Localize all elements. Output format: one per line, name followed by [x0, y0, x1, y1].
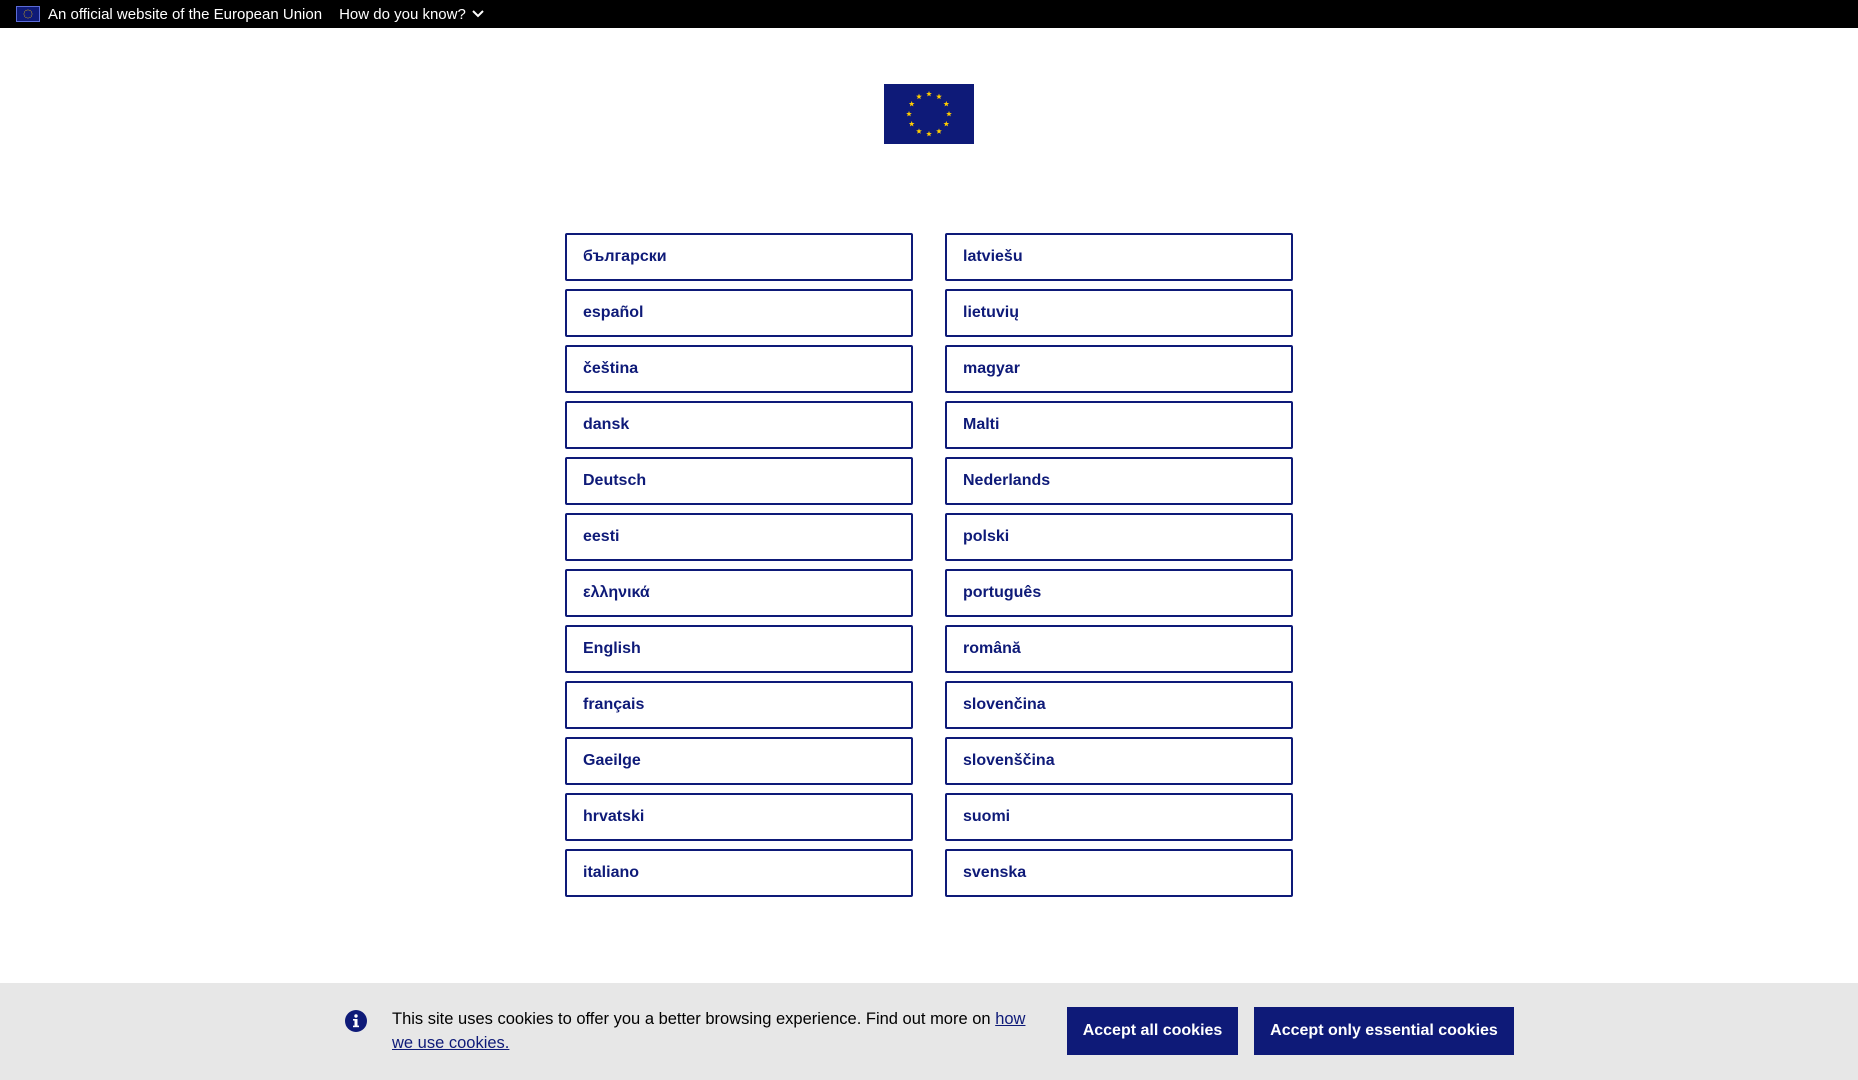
eu-star-icon — [936, 94, 942, 99]
info-icon — [344, 1009, 368, 1033]
language-button[interactable]: română — [945, 625, 1293, 673]
eu-star-icon — [23, 13, 25, 14]
eu-star-icon — [24, 15, 26, 16]
eu-star-icon — [31, 11, 33, 12]
accept-all-cookies-button[interactable]: Accept all cookies — [1067, 1007, 1238, 1055]
eu-star-icon — [31, 15, 33, 16]
language-button[interactable]: English — [565, 625, 913, 673]
language-button[interactable]: suomi — [945, 793, 1293, 841]
eu-star-icon — [926, 91, 932, 96]
eu-star-icon — [916, 128, 922, 133]
eu-star-icon — [946, 111, 952, 116]
how-do-you-know-label: How do you know? — [339, 5, 466, 23]
official-website-text: An official website of the European Union — [48, 5, 323, 23]
language-list-right — [945, 233, 1293, 905]
language-button[interactable]: polski — [945, 513, 1293, 561]
eu-star-icon — [909, 101, 915, 106]
accept-essential-cookies-button[interactable]: Accept only essential cookies — [1254, 1007, 1514, 1055]
language-button[interactable]: português — [945, 569, 1293, 617]
eu-star-icon — [29, 10, 31, 11]
language-button[interactable]: hrvatski — [565, 793, 913, 841]
eu-flag-logo — [884, 84, 974, 144]
language-button[interactable]: dansk — [565, 401, 913, 449]
eu-star-icon — [25, 10, 27, 11]
eu-star-icon — [906, 111, 912, 116]
eu-star-icon — [25, 17, 27, 18]
eu-star-icon — [926, 131, 932, 136]
eu-star-icon — [943, 121, 949, 126]
how-do-you-know-toggle[interactable] — [339, 6, 485, 23]
language-button[interactable]: lietuvių — [945, 289, 1293, 337]
eu-star-icon — [916, 94, 922, 99]
language-button[interactable]: Malti — [945, 401, 1293, 449]
language-button[interactable]: español — [565, 289, 913, 337]
language-button[interactable]: Deutsch — [565, 457, 913, 505]
eu-star-icon — [27, 9, 29, 10]
eu-flag-small-icon — [16, 6, 40, 22]
eu-star-icon — [909, 121, 915, 126]
eu-flag-icon — [884, 84, 974, 144]
language-button[interactable]: italiano — [565, 849, 913, 897]
language-list-left — [565, 233, 913, 905]
how-we-use-cookies-link[interactable]: how we use cookies. — [392, 1010, 1026, 1052]
language-button[interactable]: čeština — [565, 345, 913, 393]
eu-star-icon — [29, 17, 31, 18]
eu-star-icon — [936, 128, 942, 133]
language-button[interactable]: magyar — [945, 345, 1293, 393]
language-button[interactable]: slovenčina — [945, 681, 1293, 729]
language-button[interactable]: svenska — [945, 849, 1293, 897]
eu-star-icon — [31, 13, 33, 14]
language-button[interactable]: latviešu — [945, 233, 1293, 281]
language-button[interactable]: slovenščina — [945, 737, 1293, 785]
eu-star-icon — [943, 101, 949, 106]
cookie-message-text: This site uses cookies to offer you a better browsing experience. Find out more on — [392, 1010, 996, 1028]
language-button[interactable]: Gaeilge — [565, 737, 913, 785]
eu-star-icon — [24, 11, 26, 12]
eu-official-banner — [0, 0, 1858, 28]
cookie-message — [392, 1007, 1042, 1055]
chevron-down-icon — [471, 7, 485, 21]
language-button[interactable]: български — [565, 233, 913, 281]
language-button[interactable]: ελληνικά — [565, 569, 913, 617]
eu-star-icon — [27, 17, 29, 18]
cookie-consent-banner — [0, 983, 1858, 1080]
language-button[interactable]: eesti — [565, 513, 913, 561]
language-button[interactable]: français — [565, 681, 913, 729]
language-button[interactable]: Nederlands — [945, 457, 1293, 505]
